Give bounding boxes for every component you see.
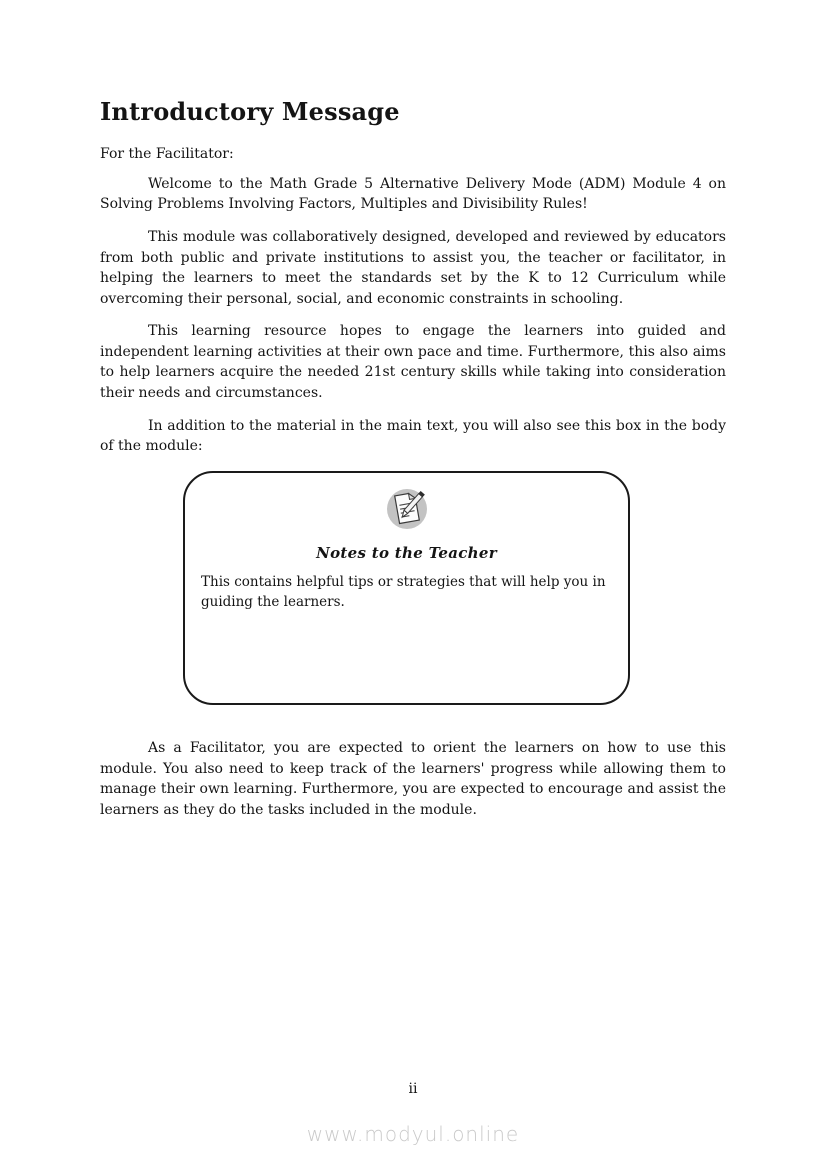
page-number: ii (408, 1081, 418, 1097)
paragraph-learning-resource: This learning resource hopes to engage the learners into guided and independent learning activities at their own pace and time. Furthermore, this also aims to help learners acquire the needed 21st century skills while taking into consideration their needs and circumstances. (100, 323, 726, 401)
paragraph-box-intro: In addition to the material in the main text, you will also see this box in the body of the module: (100, 417, 726, 454)
paragraph-module-design: This module was collaboratively designed, developed and reviewed by educators from both public and private institutions to assist you, the teacher or facilitator, in helping the learners to meet the standards set by the K to 12 Curriculum while overcoming their personal, social, and economic constraints in schooling. (100, 229, 726, 307)
watermark: www.modyul.online (306, 1122, 520, 1146)
notepad-pencil-icon (383, 517, 431, 536)
page-title: Introductory Message (100, 97, 400, 126)
notes-box-body: This contains helpful tips or strategies that will help you in guiding the learners. (201, 574, 606, 611)
salutation-line: For the Facilitator: (100, 146, 234, 162)
paragraph-welcome: Welcome to the Math Grade 5 Alternative Delivery Mode (ADM) Module 4 on Solving Problems Involving Factors, Multiples and Divisibility Rules! (100, 176, 726, 213)
closing-paragraph: As a Facilitator, you are expected to orient the learners on how to use this module. You also need to keep track of the learners' progress while allowing them to manage their own learning. Furthermore, you are expected to encourage and assist the learners as they do the tasks included in the module. (100, 740, 726, 818)
notes-box-icon-wrap (201, 484, 612, 536)
page-content (100, 97, 726, 833)
notes-box-heading: Notes to the Teacher (316, 544, 497, 563)
notes-to-teacher-box (183, 471, 630, 705)
